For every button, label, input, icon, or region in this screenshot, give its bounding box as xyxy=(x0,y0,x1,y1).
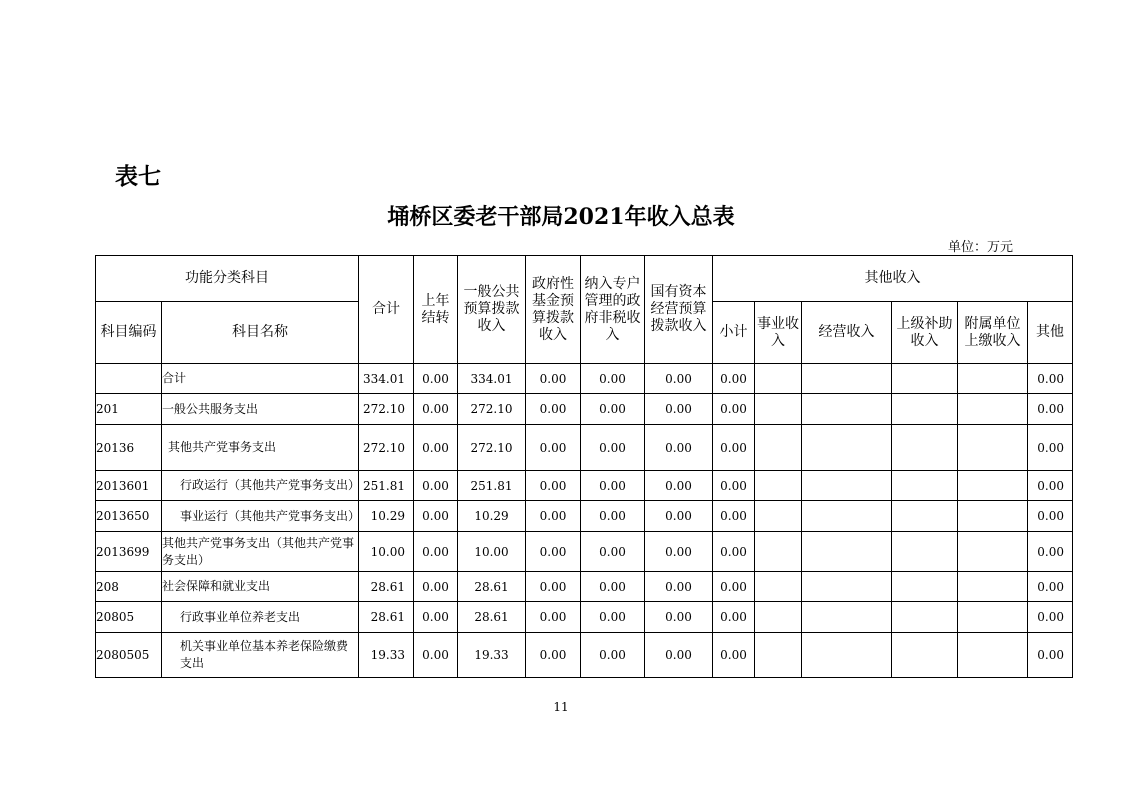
cell-general: 251.81 xyxy=(458,471,526,501)
cell-general: 19.33 xyxy=(458,633,526,678)
cell-total: 272.10 xyxy=(359,394,414,425)
cell-business xyxy=(755,572,802,602)
unit-label: 单位：万元 xyxy=(948,240,1014,255)
cell-general: 28.61 xyxy=(458,602,526,633)
header-carryover xyxy=(414,256,458,364)
header-name: 科目名称 xyxy=(162,302,359,364)
page-number: 11 xyxy=(553,700,569,714)
income-summary-table xyxy=(95,255,1073,678)
cell-other: 0.00 xyxy=(1028,602,1073,633)
cell-business xyxy=(755,633,802,678)
cell-fund: 0.00 xyxy=(526,394,581,425)
header-business-income-text: 事业收入 xyxy=(757,315,799,349)
cell-general: 334.01 xyxy=(458,364,526,394)
cell-nontax: 0.00 xyxy=(581,364,645,394)
header-operating-income: 经营收入 xyxy=(802,302,892,364)
cell-code: 2013601 xyxy=(96,471,162,501)
table-row xyxy=(96,425,1073,471)
cell-affiliated xyxy=(958,501,1028,532)
cell-affiliated xyxy=(958,572,1028,602)
cell-name: 行政运行（其他共产党事务支出） xyxy=(162,471,359,501)
cell-fund: 0.00 xyxy=(526,572,581,602)
cell-other: 0.00 xyxy=(1028,394,1073,425)
header-gov-fund xyxy=(526,256,581,364)
cell-subtotal: 0.00 xyxy=(713,572,755,602)
cell-operating xyxy=(802,602,892,633)
cell-carryover: 0.00 xyxy=(414,425,458,471)
cell-capital: 0.00 xyxy=(645,364,713,394)
header-non-tax-text: 纳入专户管理的政府非税收入 xyxy=(584,275,641,343)
cell-capital: 0.00 xyxy=(645,602,713,633)
cell-nontax: 0.00 xyxy=(581,532,645,572)
cell-other: 0.00 xyxy=(1028,364,1073,394)
cell-affiliated xyxy=(958,602,1028,633)
cell-subtotal: 0.00 xyxy=(713,425,755,471)
header-general-budget xyxy=(458,256,526,364)
cell-upper xyxy=(892,471,958,501)
cell-nontax: 0.00 xyxy=(581,602,645,633)
header-business-income xyxy=(755,302,802,364)
cell-business xyxy=(755,501,802,532)
cell-nontax: 0.00 xyxy=(581,572,645,602)
cell-fund: 0.00 xyxy=(526,425,581,471)
cell-fund: 0.00 xyxy=(526,501,581,532)
cell-name: 行政事业单位养老支出 xyxy=(162,602,359,633)
cell-general: 10.29 xyxy=(458,501,526,532)
cell-operating xyxy=(802,633,892,678)
cell-total: 10.00 xyxy=(359,532,414,572)
cell-upper xyxy=(892,602,958,633)
cell-capital: 0.00 xyxy=(645,471,713,501)
cell-name: 机关事业单位基本养老保险缴费支出 xyxy=(162,633,359,678)
header-subtotal: 小计 xyxy=(713,302,755,364)
cell-code: 2013650 xyxy=(96,501,162,532)
cell-carryover: 0.00 xyxy=(414,532,458,572)
cell-other: 0.00 xyxy=(1028,532,1073,572)
cell-other: 0.00 xyxy=(1028,633,1073,678)
header-total: 合计 xyxy=(359,256,414,364)
cell-fund: 0.00 xyxy=(526,602,581,633)
header-other-income: 其他收入 xyxy=(713,256,1073,302)
cell-other: 0.00 xyxy=(1028,471,1073,501)
cell-affiliated xyxy=(958,425,1028,471)
cell-other: 0.00 xyxy=(1028,425,1073,471)
cell-total: 19.33 xyxy=(359,633,414,678)
cell-operating xyxy=(802,572,892,602)
cell-code: 2013699 xyxy=(96,532,162,572)
cell-business xyxy=(755,602,802,633)
cell-total: 28.61 xyxy=(359,602,414,633)
cell-general: 28.61 xyxy=(458,572,526,602)
cell-business xyxy=(755,471,802,501)
cell-nontax: 0.00 xyxy=(581,394,645,425)
table-label: 表七 xyxy=(115,164,161,190)
table-row xyxy=(96,364,1073,394)
cell-name: 其他共产党事务支出 xyxy=(162,425,359,471)
cell-total: 272.10 xyxy=(359,425,414,471)
cell-name: 社会保障和就业支出 xyxy=(162,572,359,602)
cell-fund: 0.00 xyxy=(526,532,581,572)
cell-fund: 0.00 xyxy=(526,364,581,394)
cell-other: 0.00 xyxy=(1028,572,1073,602)
header-state-capital xyxy=(645,256,713,364)
cell-upper xyxy=(892,532,958,572)
cell-affiliated xyxy=(958,471,1028,501)
cell-code: 201 xyxy=(96,394,162,425)
cell-subtotal: 0.00 xyxy=(713,394,755,425)
header-state-capital-text: 国有资本经营预算拨款收入 xyxy=(650,284,707,334)
header-func-category: 功能分类科目 xyxy=(96,256,359,302)
header-upper-subsidy-text: 上级补助收入 xyxy=(896,315,953,349)
cell-code: 2080505 xyxy=(96,633,162,678)
cell-operating xyxy=(802,394,892,425)
cell-fund: 0.00 xyxy=(526,633,581,678)
cell-upper xyxy=(892,633,958,678)
table-row xyxy=(96,572,1073,602)
cell-capital: 0.00 xyxy=(645,394,713,425)
cell-operating xyxy=(802,471,892,501)
cell-business xyxy=(755,532,802,572)
cell-total: 334.01 xyxy=(359,364,414,394)
cell-code: 20136 xyxy=(96,425,162,471)
cell-capital: 0.00 xyxy=(645,425,713,471)
cell-capital: 0.00 xyxy=(645,572,713,602)
header-gov-fund-text: 政府性基金预算拨款收入 xyxy=(532,275,574,343)
cell-code xyxy=(96,364,162,394)
header-carryover-text: 上年结转 xyxy=(421,292,450,326)
cell-business xyxy=(755,364,802,394)
cell-operating xyxy=(802,501,892,532)
cell-total: 10.29 xyxy=(359,501,414,532)
cell-affiliated xyxy=(958,532,1028,572)
header-general-budget-text: 一般公共预算拨款收入 xyxy=(463,284,520,334)
cell-capital: 0.00 xyxy=(645,532,713,572)
cell-subtotal: 0.00 xyxy=(713,602,755,633)
header-non-tax xyxy=(581,256,645,364)
cell-general: 272.10 xyxy=(458,394,526,425)
cell-name: 事业运行（其他共产党事务支出） xyxy=(162,501,359,532)
cell-carryover: 0.00 xyxy=(414,471,458,501)
cell-affiliated xyxy=(958,364,1028,394)
table-row xyxy=(96,394,1073,425)
cell-general: 10.00 xyxy=(458,532,526,572)
table-row xyxy=(96,501,1073,532)
table-row xyxy=(96,532,1073,572)
cell-nontax: 0.00 xyxy=(581,425,645,471)
page-title: 埇桥区委老干部局2021年收入总表 xyxy=(387,204,735,230)
cell-carryover: 0.00 xyxy=(414,633,458,678)
cell-carryover: 0.00 xyxy=(414,501,458,532)
cell-business xyxy=(755,394,802,425)
cell-operating xyxy=(802,364,892,394)
cell-other: 0.00 xyxy=(1028,501,1073,532)
cell-upper xyxy=(892,425,958,471)
cell-carryover: 0.00 xyxy=(414,394,458,425)
cell-carryover: 0.00 xyxy=(414,364,458,394)
cell-general: 272.10 xyxy=(458,425,526,471)
cell-subtotal: 0.00 xyxy=(713,532,755,572)
cell-code: 208 xyxy=(96,572,162,602)
cell-upper xyxy=(892,572,958,602)
header-affiliated-income xyxy=(958,302,1028,364)
cell-nontax: 0.00 xyxy=(581,633,645,678)
table-row xyxy=(96,602,1073,633)
cell-upper xyxy=(892,394,958,425)
cell-carryover: 0.00 xyxy=(414,572,458,602)
cell-subtotal: 0.00 xyxy=(713,501,755,532)
cell-subtotal: 0.00 xyxy=(713,471,755,501)
cell-capital: 0.00 xyxy=(645,501,713,532)
table-row xyxy=(96,471,1073,501)
cell-operating xyxy=(802,425,892,471)
cell-carryover: 0.00 xyxy=(414,602,458,633)
cell-nontax: 0.00 xyxy=(581,471,645,501)
cell-total: 28.61 xyxy=(359,572,414,602)
cell-nontax: 0.00 xyxy=(581,501,645,532)
cell-fund: 0.00 xyxy=(526,471,581,501)
cell-name: 其他共产党事务支出（其他共产党事务支出） xyxy=(162,532,359,572)
cell-total: 251.81 xyxy=(359,471,414,501)
cell-upper xyxy=(892,364,958,394)
cell-name: 一般公共服务支出 xyxy=(162,394,359,425)
header-affiliated-income-text: 附属单位上缴收入 xyxy=(964,315,1021,349)
cell-operating xyxy=(802,532,892,572)
cell-affiliated xyxy=(958,394,1028,425)
header-code: 科目编码 xyxy=(96,302,162,364)
cell-subtotal: 0.00 xyxy=(713,364,755,394)
table-row xyxy=(96,633,1073,678)
cell-affiliated xyxy=(958,633,1028,678)
cell-code: 20805 xyxy=(96,602,162,633)
cell-capital: 0.00 xyxy=(645,633,713,678)
header-other: 其他 xyxy=(1028,302,1073,364)
cell-name: 合计 xyxy=(162,364,359,394)
cell-business xyxy=(755,425,802,471)
cell-upper xyxy=(892,501,958,532)
header-upper-subsidy xyxy=(892,302,958,364)
cell-subtotal: 0.00 xyxy=(713,633,755,678)
